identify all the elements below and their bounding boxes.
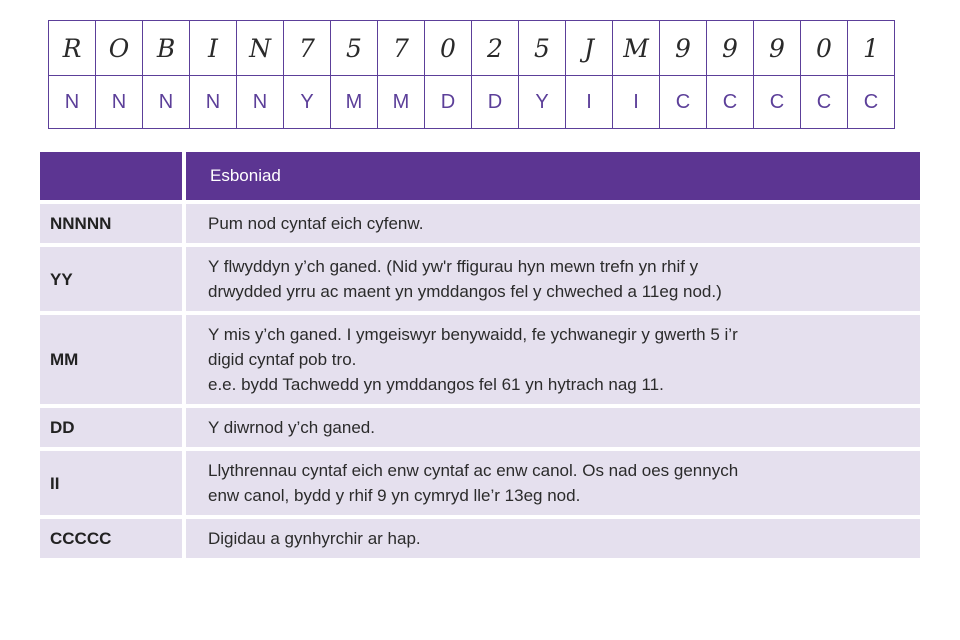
licence-code: C xyxy=(754,76,801,129)
licence-code: I xyxy=(613,76,660,129)
licence-code: N xyxy=(143,76,190,129)
table-row xyxy=(40,408,920,447)
licence-char: 7 xyxy=(378,21,425,76)
licence-number-grid xyxy=(48,20,895,129)
header-explanation: Esboniad xyxy=(186,152,920,200)
licence-char: 1 xyxy=(848,21,895,76)
licence-char: 0 xyxy=(425,21,472,76)
row-description xyxy=(186,451,920,515)
licence-characters-row xyxy=(49,21,895,76)
licence-char: J xyxy=(566,21,613,76)
description-line: digid cyntaf pob tro. xyxy=(208,350,357,369)
row-code: DD xyxy=(40,408,186,447)
licence-code: C xyxy=(848,76,895,129)
licence-char: 0 xyxy=(801,21,848,76)
licence-code: Y xyxy=(284,76,331,129)
licence-code: N xyxy=(237,76,284,129)
licence-code: Y xyxy=(519,76,566,129)
licence-char: 9 xyxy=(660,21,707,76)
explanation-table xyxy=(40,148,920,562)
licence-code: D xyxy=(425,76,472,129)
table-header-row xyxy=(40,152,920,200)
licence-char: 5 xyxy=(331,21,378,76)
table-row xyxy=(40,315,920,404)
licence-char: N xyxy=(237,21,284,76)
description-line: Y mis y’ch ganed. I ymgeiswyr benywaidd, fe ychwanegir y gwerth 5 i’r xyxy=(208,325,738,344)
licence-char: I xyxy=(190,21,237,76)
licence-code: N xyxy=(190,76,237,129)
table-row xyxy=(40,247,920,311)
licence-char: M xyxy=(613,21,660,76)
row-description xyxy=(186,408,920,447)
row-code: YY xyxy=(40,247,186,311)
licence-char: O xyxy=(96,21,143,76)
licence-char: 7 xyxy=(284,21,331,76)
licence-char: 5 xyxy=(519,21,566,76)
description-line: drwydded yrru ac maent yn ymddangos fel y chweched a 11eg nod.) xyxy=(208,282,722,301)
licence-code: C xyxy=(707,76,754,129)
table-row xyxy=(40,451,920,515)
header-code-cell xyxy=(40,152,186,200)
licence-code: N xyxy=(96,76,143,129)
licence-code: D xyxy=(472,76,519,129)
licence-code: I xyxy=(566,76,613,129)
row-description xyxy=(186,519,920,558)
description-line: enw canol, bydd y rhif 9 yn cymryd lle’r 13eg nod. xyxy=(208,486,581,505)
row-description xyxy=(186,315,920,404)
description-line: e.e. bydd Tachwedd yn ymddangos fel 61 yn hytrach nag 11. xyxy=(208,375,664,394)
licence-code: M xyxy=(378,76,425,129)
licence-codes-row xyxy=(49,76,895,129)
description-line: Digidau a gynhyrchir ar hap. xyxy=(208,529,421,548)
description-line: Y diwrnod y’ch ganed. xyxy=(208,418,375,437)
licence-code: N xyxy=(49,76,96,129)
licence-char: 2 xyxy=(472,21,519,76)
row-code: NNNNN xyxy=(40,204,186,243)
licence-char: 9 xyxy=(707,21,754,76)
row-description xyxy=(186,247,920,311)
description-line: Y flwyddyn y’ch ganed. (Nid yw'r ffigurau hyn mewn trefn yn rhif y xyxy=(208,257,699,276)
licence-code: C xyxy=(801,76,848,129)
table-row xyxy=(40,204,920,243)
licence-code: M xyxy=(331,76,378,129)
description-line: Pum nod cyntaf eich cyfenw. xyxy=(208,214,424,233)
licence-char: R xyxy=(49,21,96,76)
row-code: CCCCC xyxy=(40,519,186,558)
table-row xyxy=(40,519,920,558)
licence-char: 9 xyxy=(754,21,801,76)
licence-char: B xyxy=(143,21,190,76)
description-line: Llythrennau cyntaf eich enw cyntaf ac enw canol. Os nad oes gennych xyxy=(208,461,739,480)
licence-code: C xyxy=(660,76,707,129)
row-code: MM xyxy=(40,315,186,404)
row-description xyxy=(186,204,920,243)
row-code: II xyxy=(40,451,186,515)
